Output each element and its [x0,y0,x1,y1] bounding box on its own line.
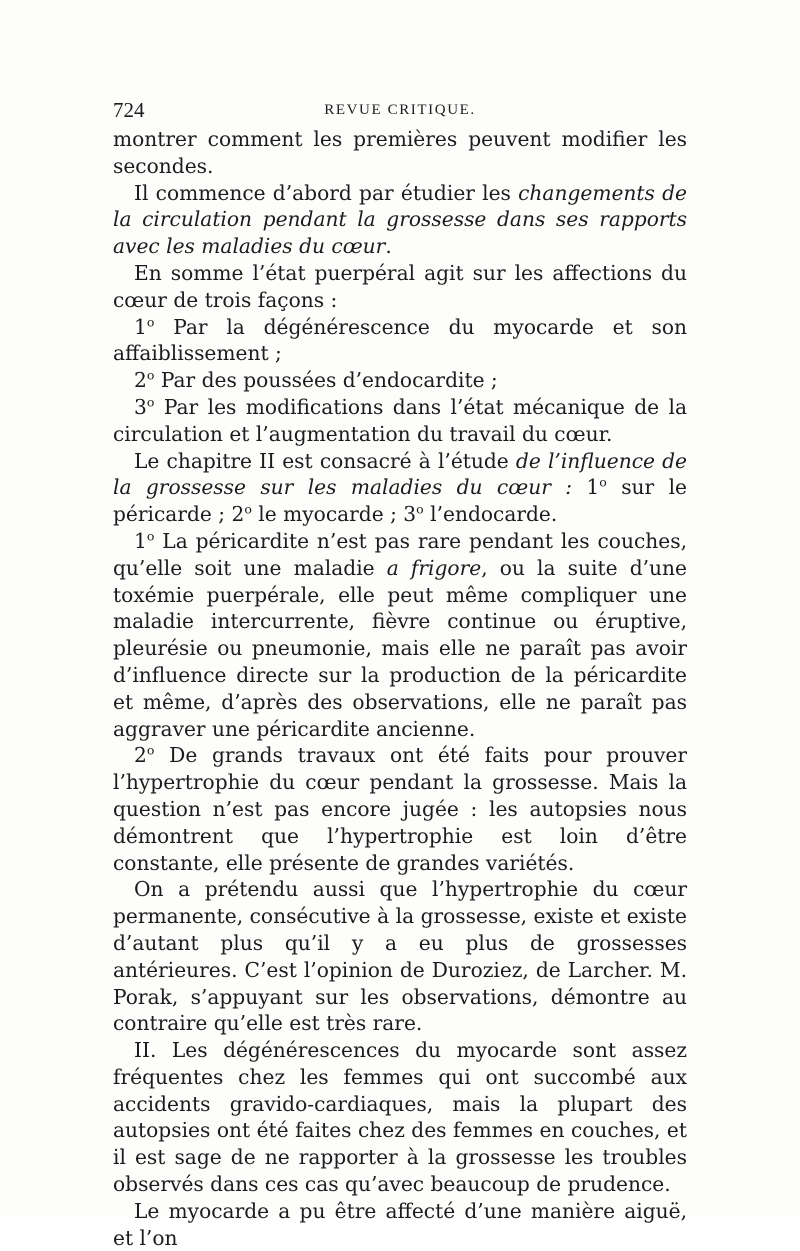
text-span: le myocarde ; 3 [251,502,417,527]
ordinal-suffix: o [416,501,424,517]
text-span: Par la dégénérescence du myocarde et son affaiblissement ; [113,314,687,366]
ordinal-suffix: o [146,528,155,544]
italic-text: changements de la circulation pendant la grossesse dans ses rapports avec les maladies du cœur [113,180,687,259]
text-span: 1 [134,528,147,553]
text-span: sur le péricarde ; 2 [113,475,687,527]
ordinal-suffix: o [146,367,155,383]
paragraph [113,367,687,394]
text-span: La péricardite n’est pas rare pendant les couches, qu’elle soit une maladie [113,528,687,580]
paragraph [113,448,687,528]
paragraph [113,876,687,1037]
text-span: On a prétendu aussi que l’hypertrophie du cœur permanente, consécutive à la grossesse, existe et existe d’autant plus qu’il y a eu plus de grossesses antérieures. C’est l’opinion de Duroziez, de Larcher. M. Porak, s’appuyant sur les observations, démontre au contraire qu’elle est très rare. [113,877,687,1036]
text-span: 3 [134,394,147,419]
paragraph [113,314,687,368]
text-span: De grands travaux ont été faits pour prouver l’hypertrophie du cœur pendant la grossesse. Mais la question n’est pas encore jugée : les autopsies nous démontrent que l’hypertrophie est loin d’être constante, elle présente de grandes variétés. [113,743,687,875]
paragraph [113,126,687,180]
text-span: 1 [134,314,147,339]
text-span: En somme l’état puerpéral agit sur les affections du cœur de trois façons : [113,260,687,312]
text-span: Il commence d’abord par étudier les [134,180,519,205]
ordinal-suffix: o [146,742,155,758]
text-span: Par les modifications dans l’état mécanique de la circulation et l’augmentation du travail du cœur. [113,394,687,446]
text-span: Le chapitre II est consacré à l’étude [134,448,516,473]
paragraph [113,742,687,876]
text-span: 2 [134,368,147,393]
paragraph [113,180,687,260]
paragraph [113,528,687,742]
text-span: , ou la suite d’une toxémie puerpérale, elle peut même compliquer une maladie intercurrente, fièvre continue ou éruptive, pleurésie ou pneumonie, mais elle ne paraît pas avoir d’influence directe sur la production de la péricardite et même, d’après des observations, elle ne paraît pas aggraver une péricardite ancienne. [113,555,687,741]
text-span: 1 [572,475,600,500]
running-title: REVUE CRITIQUE. [324,102,476,118]
text-span: l’endocarde. [423,502,558,527]
body-text [113,126,687,1251]
text-span: II. Les dégénérescences du myocarde sont assez fréquentes chez les femmes qui ont succombé aux accidents gravido-cardiaques, mais la plupart des autopsies ont été faites chez des femmes en couches, et il est sage de ne rapporter à la grossesse les troubles observés dans ces cas qu’avec beaucoup de prudence. [113,1038,687,1197]
ordinal-suffix: o [146,394,155,410]
ordinal-suffix: o [244,501,252,517]
italic-text: de l’influence de la grossesse sur les maladies du cœur : [113,448,687,500]
text-span: Le myocarde a pu être affecté d’une manière aiguë, et l’on [113,1198,687,1250]
paragraph [113,1037,687,1198]
ordinal-suffix: o [146,313,155,329]
page-header [113,98,687,122]
text-span: Par des poussées d’endocardite ; [154,368,498,393]
paragraph [113,1198,687,1251]
text-span: 2 [134,743,147,768]
italic-text: a frigore [386,555,482,580]
text-span: montrer comment les premières peuvent modifier les secondes. [113,127,687,178]
paragraph [113,260,687,314]
ordinal-suffix: o [599,474,607,490]
paragraph [113,394,687,448]
page-number: 724 [113,98,145,122]
text-span: . [385,234,392,259]
